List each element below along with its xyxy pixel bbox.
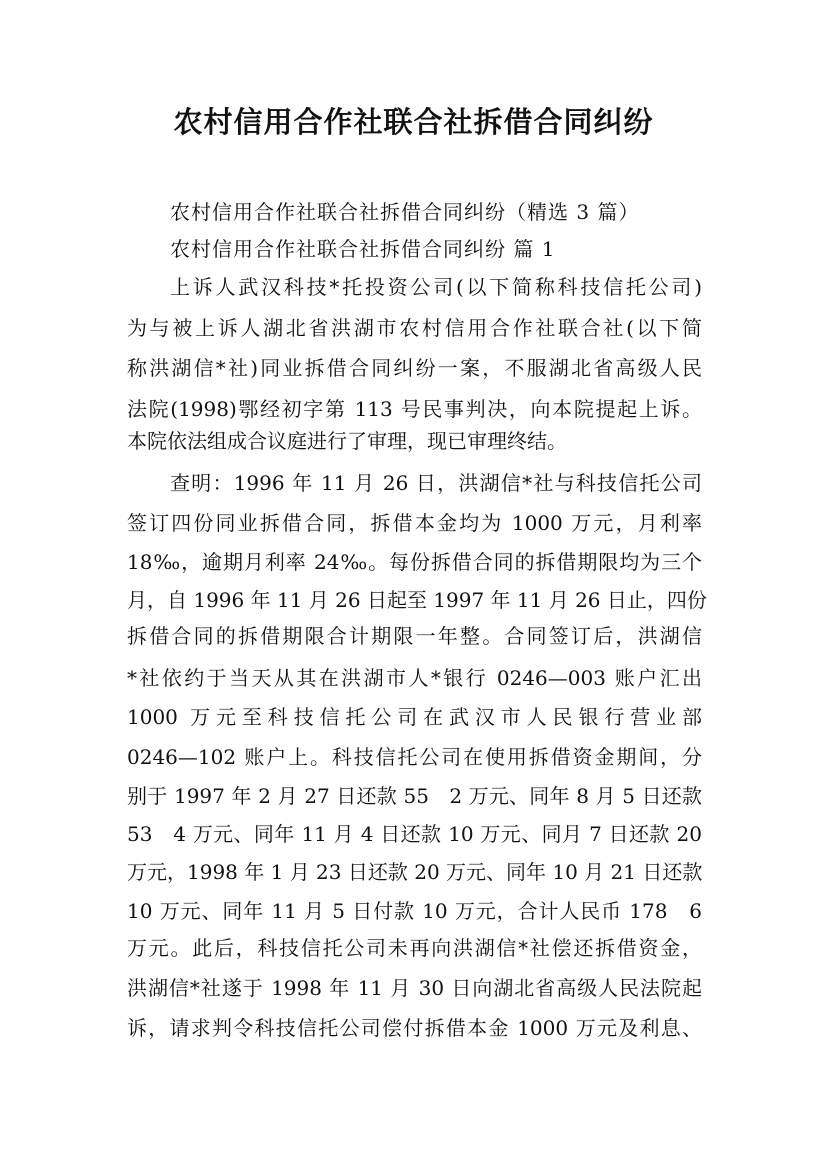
- paragraph-line: 别于 1997 年 2 月 27 日还款 55 2 万元、同年 8 月 5 日还款: [127, 784, 702, 808]
- paragraph-line: 万元，1998 年 1 月 23 日还款 20 万元、同年 10 月 21 日还款: [127, 860, 703, 884]
- paragraph-line: 洪湖信*社遂于 1998 年 11 月 30 日向湖北省高级人民法院起: [127, 976, 702, 1000]
- paragraph-line: 查明：1996 年 11 月 26 日，洪湖信*社与科技信托公司: [170, 471, 702, 495]
- paragraph-line: 10 万元、同年 11 月 5 日付款 10 万元，合计人民币 178 6: [127, 899, 702, 923]
- paragraph-line: 0246—102 账户上。科技信托公司在使用拆借资金期间，分: [127, 745, 702, 769]
- paragraph-line: *社依约于当天从其在洪湖市人*银行 0246—003 账户汇出: [127, 666, 702, 690]
- paragraph-line: 1000 万元至科技信托公司在武汉市人民银行营业部: [127, 705, 702, 729]
- paragraph-line: 18‰，逾期月利率 24‰。每份拆借合同的拆借期限均为三个: [127, 550, 702, 574]
- paragraph-line: 拆借合同的拆借期限合计期限一年整。合同签订后，洪湖信: [127, 624, 702, 648]
- document-subtitle: 农村信用合作社联合社拆借合同纠纷（精选 3 篇）: [170, 200, 640, 224]
- section-heading: 农村信用合作社联合社拆借合同纠纷 篇 1: [170, 237, 556, 261]
- paragraph-line: 法院(1998)鄂经初字第 113 号民事判决，向本院提起上诉。: [127, 397, 702, 421]
- document-title: 农村信用合作社联合社拆借合同纠纷: [173, 105, 654, 139]
- paragraph-line: 称洪湖信*社)同业拆借合同纠纷一案，不服湖北省高级人民: [127, 356, 702, 380]
- paragraph-line: 53 4 万元、同年 11 月 4 日还款 10 万元、同月 7 日还款 20: [127, 822, 702, 846]
- paragraph-line: 上诉人武汉科技*托投资公司(以下简称科技信托公司): [170, 275, 702, 299]
- paragraph-line: 诉，请求判令科技信托公司偿付拆借本金 1000 万元及利息、: [127, 1016, 702, 1040]
- paragraph-line: 本院依法组成合议庭进行了审理，现已审理终结。: [127, 429, 567, 453]
- paragraph-line: 为与被上诉人湖北省洪湖市农村信用合作社联合社(以下简: [127, 316, 702, 340]
- paragraph-line: 万元。此后，科技信托公司未再向洪湖信*社偿还拆借资金，: [127, 936, 702, 960]
- paragraph-line: 签订四份同业拆借合同，拆借本金均为 1000 万元，月利率: [127, 511, 702, 535]
- paragraph-line: 月，自 1996 年 11 月 26 日起至 1997 年 11 月 26 日止，四份: [127, 588, 707, 612]
